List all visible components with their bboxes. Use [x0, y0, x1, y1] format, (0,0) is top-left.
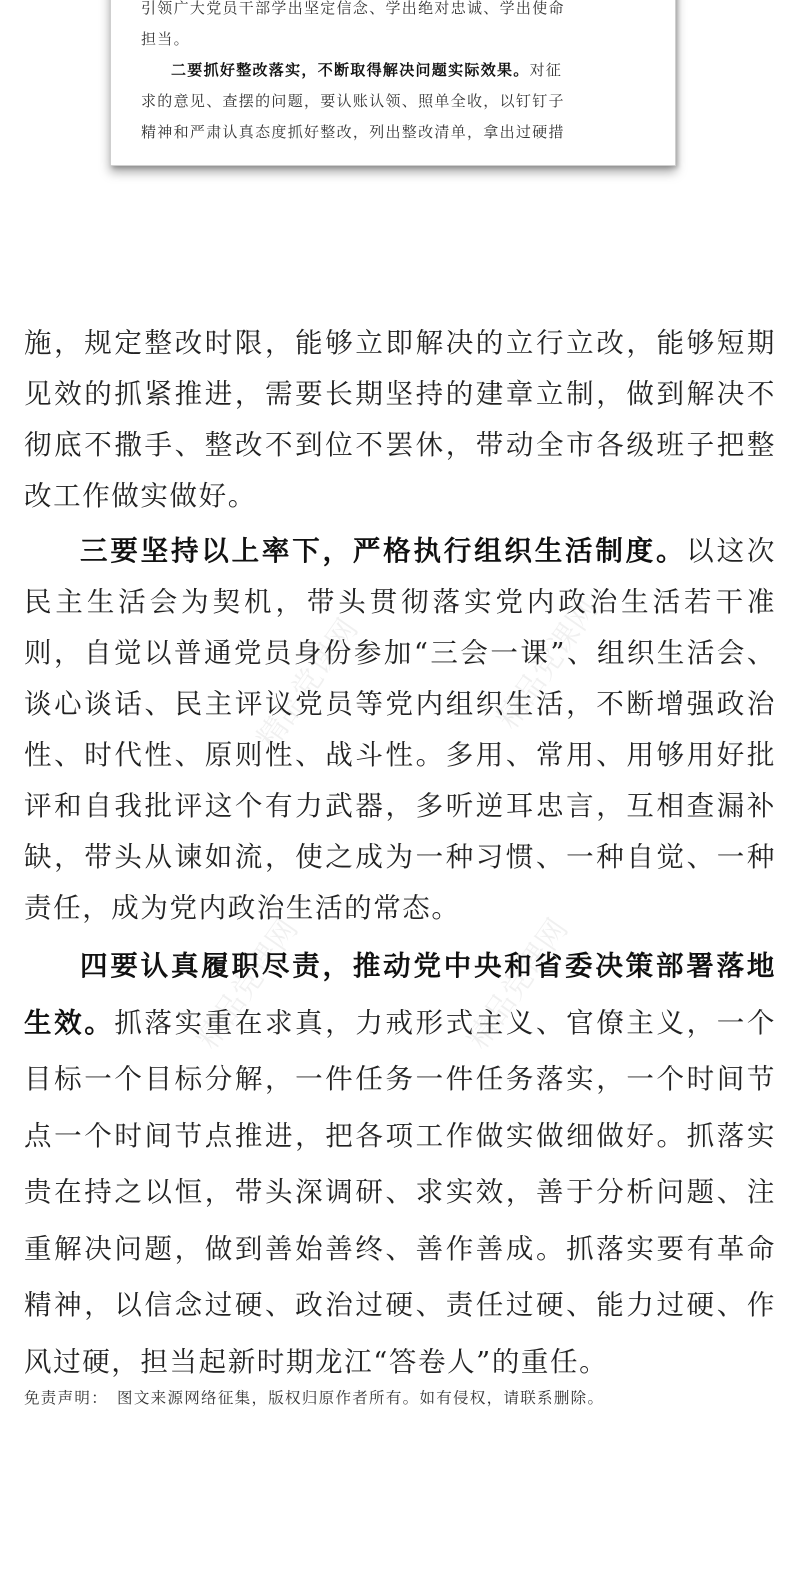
article-body [24, 318, 776, 1390]
section-3-body: 以这次民主生活会为契机，带头贯彻落实党内政治生活若干准则，自觉以普通党员身份参加“三会一课”、组织生活会、谈心谈话、民主评议党员等党内组织生活，不断增强政治性、时代性、原则性、战斗性。多用、常用、用够用好批评和自我批评这个有力武器，多听逆耳忠言，互相查漏补缺，带头从谏如流，使之成为一种习惯、一种自觉、一种责任，成为党内政治生活的常态。 [24, 535, 776, 924]
paragraph-section-4 [24, 938, 776, 1390]
preview-line: 担当。 [141, 30, 190, 48]
preview-text: 对征 [529, 61, 563, 79]
section-4-heading: 四要认真履职尽责，推动党中央和省委决策部署落地生效。 [24, 950, 776, 1039]
watermark-text: 精品党课网 [460, 912, 576, 1056]
watermark-text: 精品党课网 [190, 912, 306, 1056]
preview-line: 引领广大党员干部学出坚定信念、学出绝对忠诚、学出使命 [141, 0, 565, 17]
preview-line: 精神和严肃认真态度抓好整改，列出整改清单，拿出过硬措 [141, 123, 565, 141]
preview-line: 求的意见、查摆的问题，要认账认领、照单全收，以钉钉子 [141, 92, 565, 110]
paragraph-section-3 [24, 526, 776, 934]
preview-heading: 二要抓好整改落实，不断取得解决问题实际效果。 [171, 61, 530, 79]
watermark-text: 精品党课网 [490, 592, 606, 736]
watermark-text: 精品党课网 [250, 612, 366, 756]
section-3-heading: 三要坚持以上率下，严格执行组织生活制度。 [80, 535, 687, 567]
disclaimer: 免责声明： 图文来源网络征集，版权归原作者所有。如有侵权，请联系删除。 [24, 1389, 605, 1407]
document-preview-card [110, 0, 676, 166]
preview-paragraph [141, 55, 643, 86]
section-4-body: 抓落实重在求真，力戒形式主义、官僚主义，一个目标一个目标分解，一件任务一件任务落实，一个时间节点一个时间节点推进，把各项工作做实做细做好。抓落实贵在持之以恒，带头深调研、求实效，善于分析问题、注重解决问题，做到善始善终、善作善成。抓落实要有革命精神，以信念过硬、政治过硬、责任过硬、能力过硬、作风过硬，担当起新时期龙江“答卷人”的重任。 [24, 1006, 776, 1378]
paragraph-continued: 施，规定整改时限，能够立即解决的立行立改，能够短期见效的抓紧推进，需要长期坚持的建章立制，做到解决不彻底不撒手、整改不到位不罢休，带动全市各级班子把整改工作做实做好。 [24, 327, 776, 512]
